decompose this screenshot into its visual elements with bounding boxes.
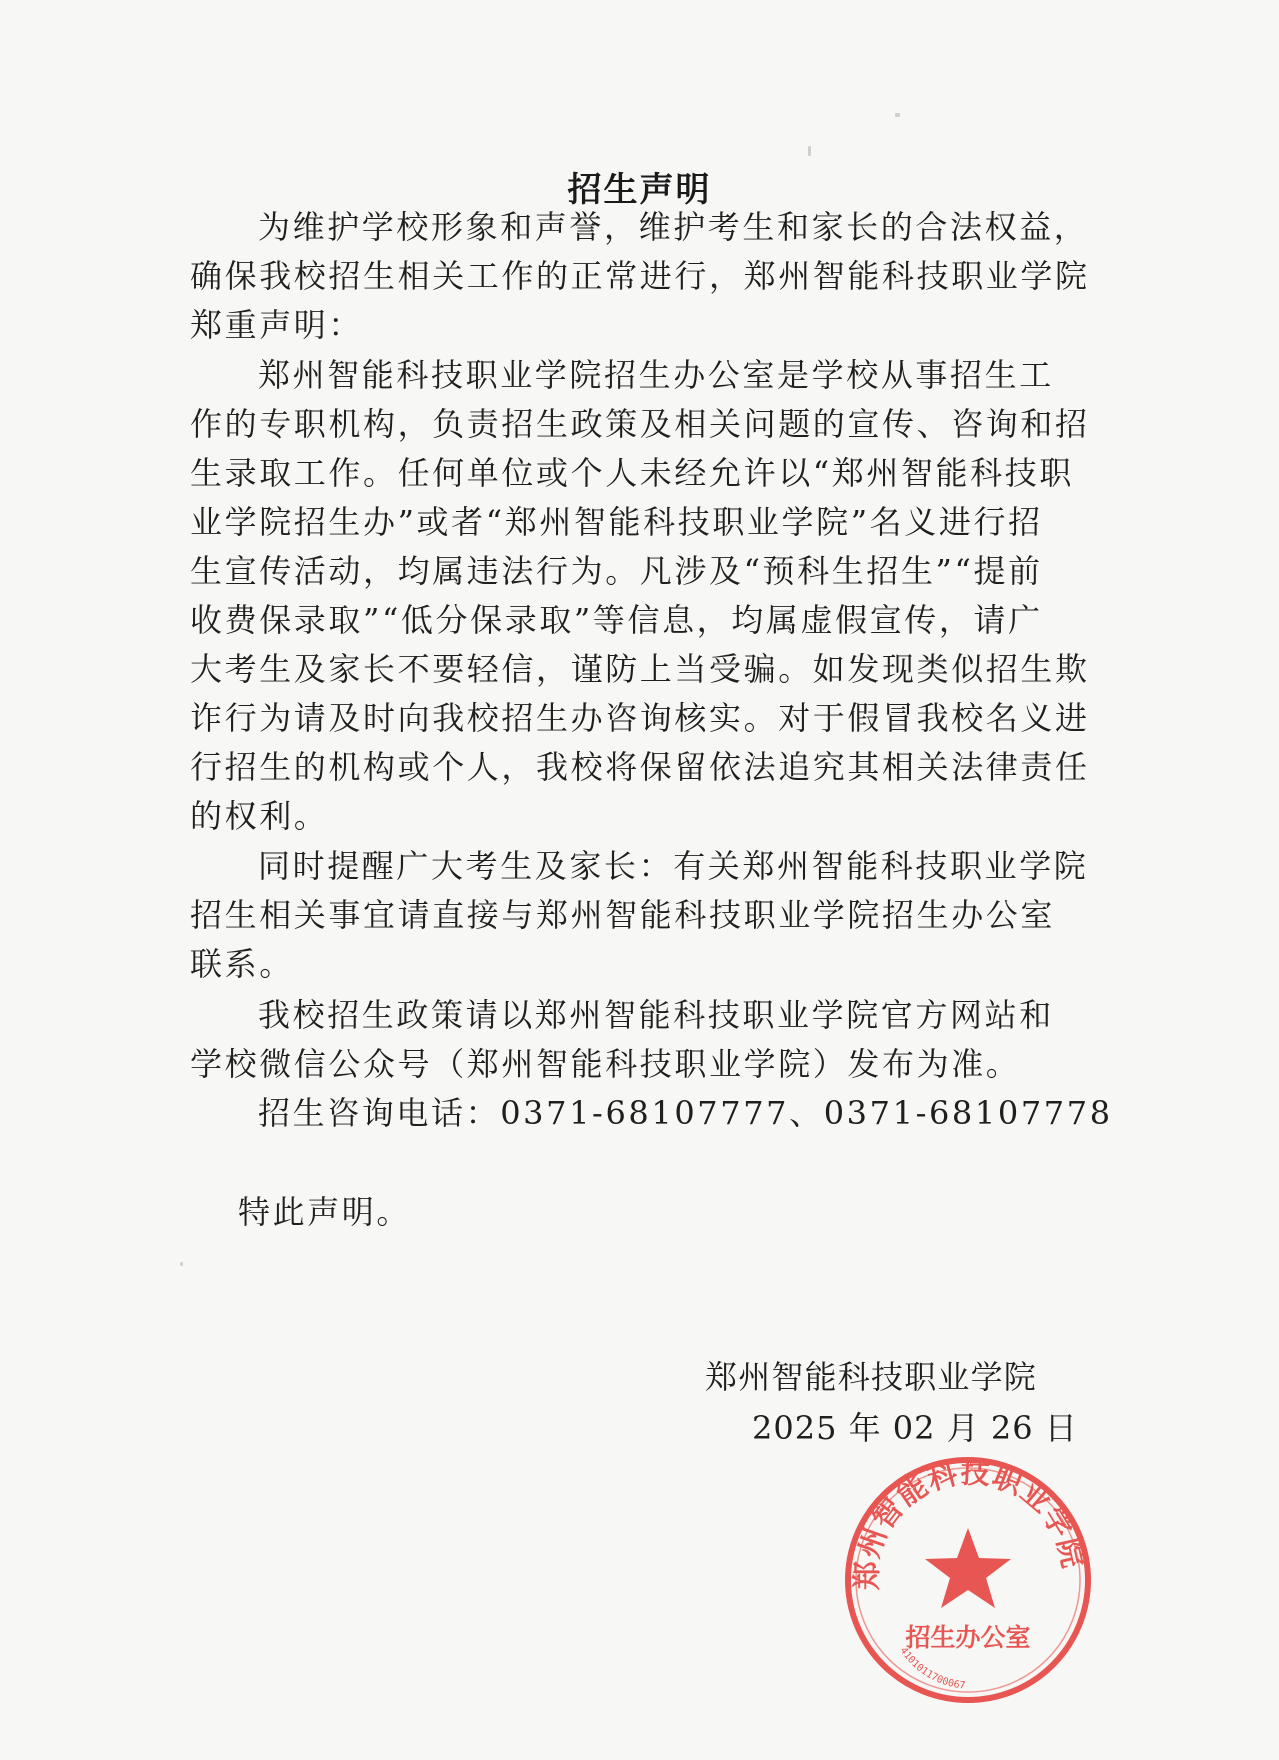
enrollment-phone-line: 招生咨询电话：0371-68107777、0371-68107778 — [258, 1094, 1113, 1132]
star-icon — [925, 1528, 1011, 1608]
paragraph-2-line-10: 的权利。 — [190, 797, 329, 835]
paragraph-4-line-2: 学校微信公众号（郑州智能科技职业学院）发布为准。 — [190, 1045, 1021, 1083]
paragraph-3-line-2: 招生相关事宜请直接与郑州智能科技职业学院招生办公室 — [190, 896, 1056, 934]
paragraph-2-line-3: 生录取工作。任何单位或个人未经允许以“郑州智能科技职 — [190, 454, 1074, 492]
scan-speck — [895, 113, 900, 117]
official-seal-stamp — [838, 1450, 1098, 1710]
paragraph-2-line-9: 行招生的机构或个人，我校将保留依法追究其相关法律责任 — [190, 748, 1090, 786]
seal-outer-text: 郑州智能科技职业学院 — [849, 1455, 1091, 1591]
paragraph-2-line-4: 业学院招生办”或者“郑州智能科技职业学院”名义进行招 — [190, 503, 1043, 541]
paragraph-4-line-1: 我校招生政策请以郑州智能科技职业学院官方网站和 — [258, 996, 1054, 1034]
document-title: 招生声明 — [567, 170, 712, 210]
paragraph-2-line-8: 诈行为请及时向我校招生办咨询核实。对于假冒我校名义进 — [190, 699, 1090, 737]
paragraph-3-line-1: 同时提醒广大考生及家长：有关郑州智能科技职业学院 — [258, 847, 1089, 885]
signature-date: 2025 年 02 月 26 日 — [752, 1409, 1078, 1447]
closing-statement: 特此声明。 — [238, 1193, 412, 1231]
signature-org: 郑州智能科技职业学院 — [705, 1358, 1038, 1396]
seal-inner-text: 招生办公室 — [905, 1623, 1031, 1652]
scan-speck — [808, 146, 811, 156]
paragraph-2-line-1: 郑州智能科技职业学院招生办公室是学校从事招生工 — [258, 356, 1054, 394]
paragraph-2-line-2: 作的专职机构，负责招生政策及相关问题的宣传、咨询和招 — [190, 405, 1090, 443]
seal-serial-number: 4101011700067 — [897, 1645, 966, 1692]
paragraph-1-line-1: 为维护学校形象和声誉，维护考生和家长的合法权益， — [258, 208, 1089, 246]
paragraph-2-line-7: 大考生及家长不要轻信，谨防上当受骗。如发现类似招生欺 — [190, 650, 1090, 688]
paragraph-2-line-6: 收费保录取”“低分保录取”等信息，均属虚假宣传，请广 — [190, 601, 1043, 639]
paragraph-1-line-3: 郑重声明： — [190, 306, 364, 344]
paragraph-1-line-2: 确保我校招生相关工作的正常进行，郑州智能科技职业学院 — [190, 257, 1090, 295]
paragraph-3-line-3: 联系。 — [190, 945, 294, 983]
paragraph-2-line-5: 生宣传活动，均属违法行为。凡涉及“预科生招生”“提前 — [190, 552, 1043, 590]
scan-speck — [180, 1262, 183, 1266]
